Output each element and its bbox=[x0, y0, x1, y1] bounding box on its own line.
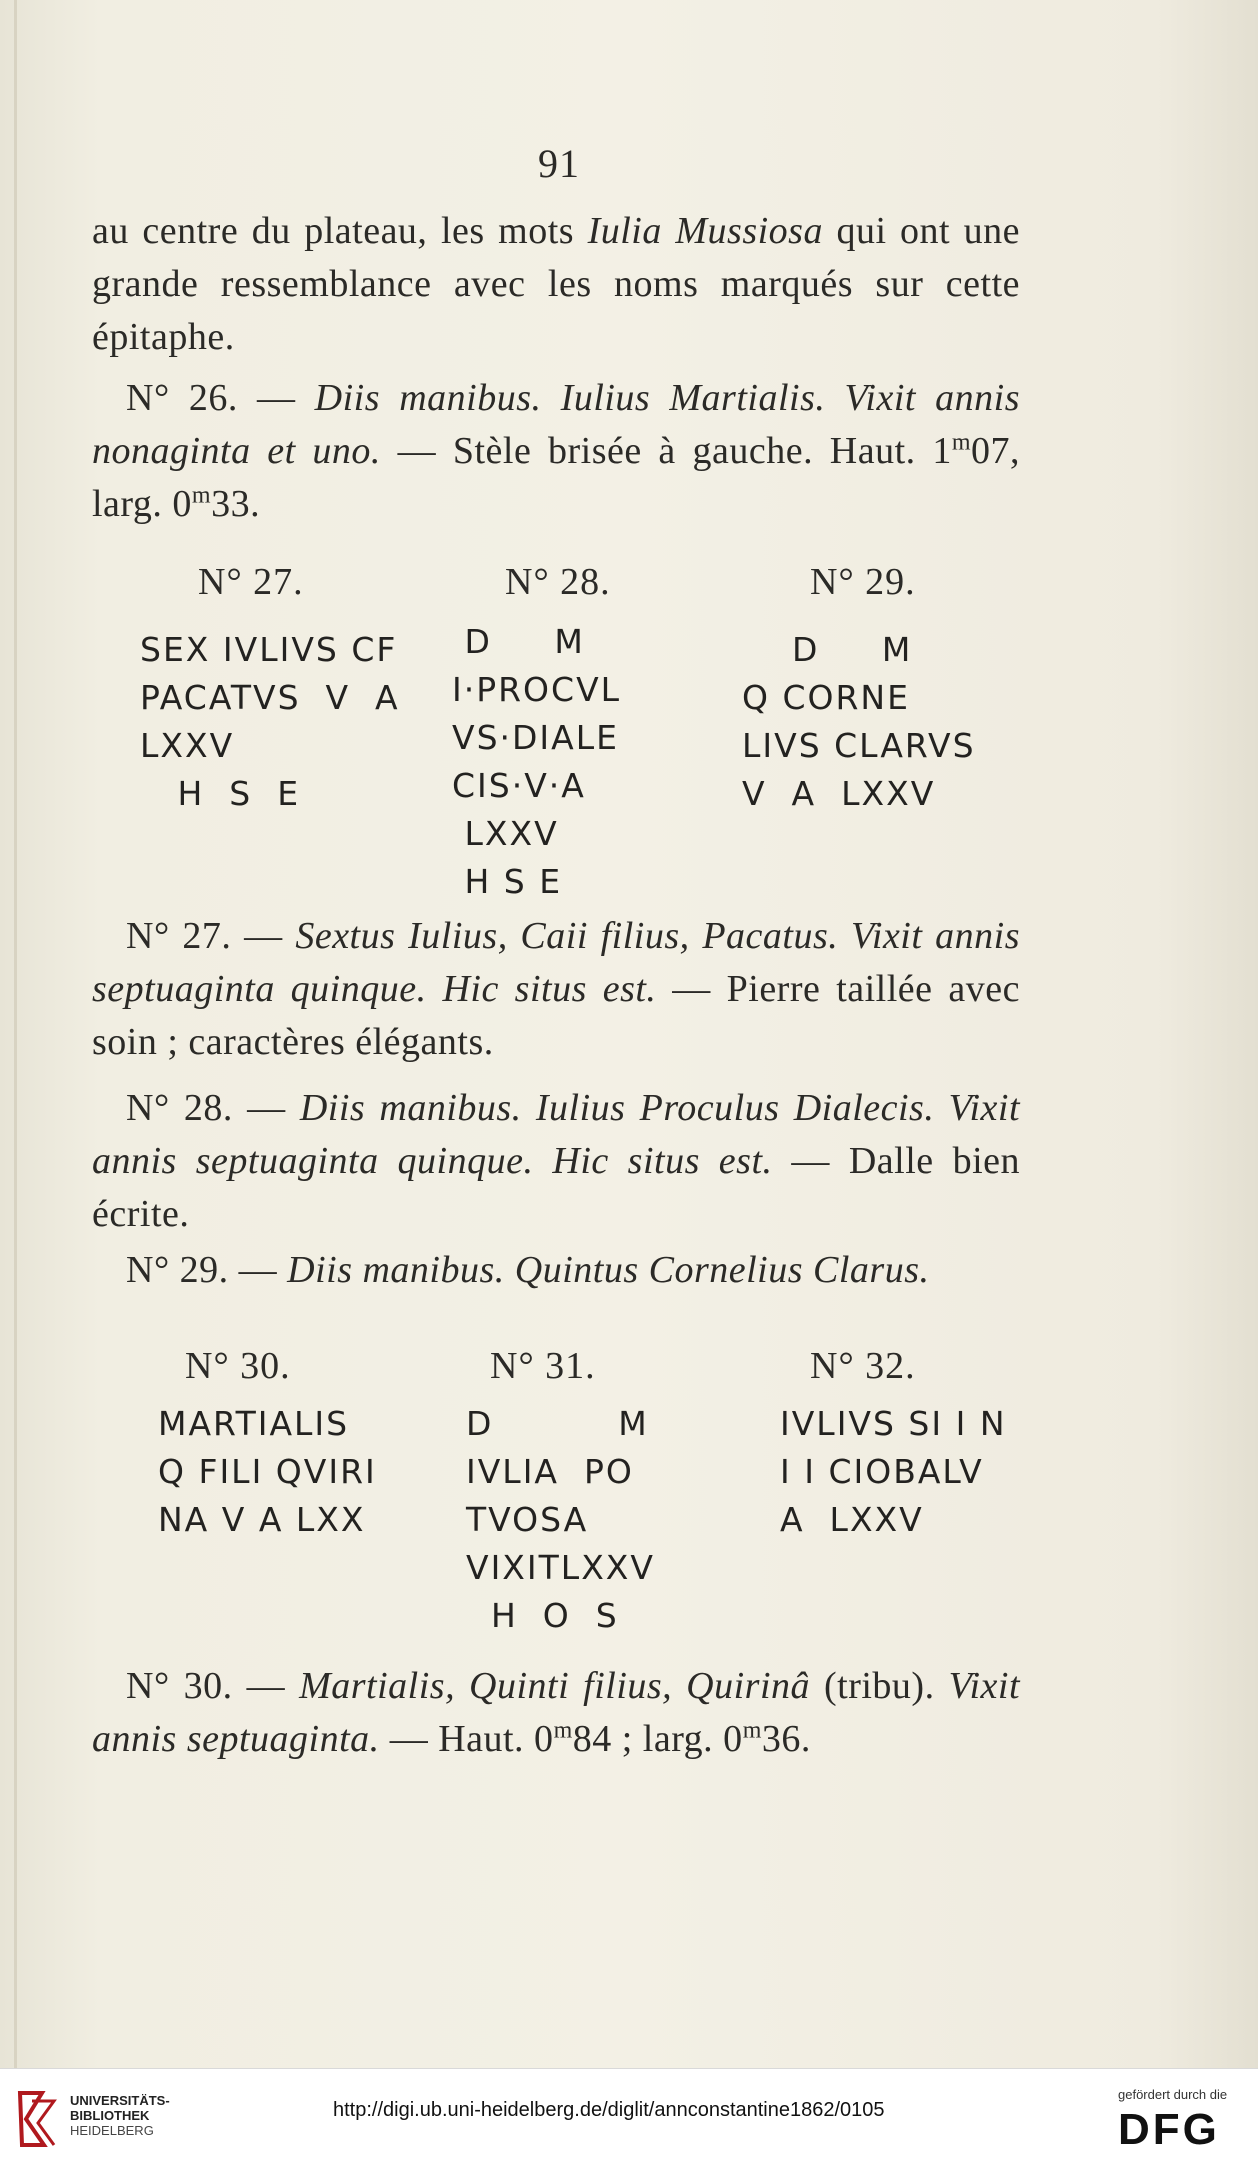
inscription-30-line: MARTIALIS bbox=[158, 1404, 350, 1443]
inscription-32-line: I I CIOBALV bbox=[780, 1452, 984, 1491]
inscription-28-line: VS·DIALE bbox=[452, 718, 619, 757]
inscription-31-line: VIXITLXXV bbox=[466, 1548, 655, 1587]
entry-29-latin: Diis manibus. Quintus Cornelius Clarus. bbox=[287, 1249, 930, 1291]
entry-30-text-c: 84 ; larg. 0 bbox=[572, 1718, 743, 1760]
entry-30-text-b: — Haut. 0 bbox=[379, 1718, 554, 1760]
source-url-link[interactable]: http://digi.ub.uni-heidelberg.de/diglit/annconstantine1862/0105 bbox=[333, 2099, 885, 2121]
entry-27-latin: Sextus Iulius, Caii filius, Pacatus. Vixit annis septuaginta quinque. Hic situs est. bbox=[92, 915, 1020, 1010]
inscription-27-heading: N° 27. bbox=[198, 561, 304, 603]
entry-27 bbox=[92, 910, 1020, 1069]
inscription-32-line: IVLIVS SI I N bbox=[780, 1404, 1007, 1443]
inscription-27-line: PACATVS V A bbox=[140, 678, 400, 717]
inscription-27 bbox=[140, 626, 400, 818]
library-logo-icon bbox=[14, 2089, 60, 2149]
inscription-31 bbox=[466, 1400, 655, 1640]
inscription-29-heading: N° 29. bbox=[810, 561, 916, 603]
entry-26-text-c: 33. bbox=[211, 483, 261, 525]
entry-30-sup-a: m bbox=[553, 1717, 573, 1744]
inscription-32-line: A LXXV bbox=[780, 1500, 924, 1539]
inscription-28-heading: N° 28. bbox=[505, 561, 611, 603]
entry-30 bbox=[92, 1660, 1020, 1766]
inscription-28-line: CIS·V·A bbox=[452, 766, 586, 805]
entry-26-text-a: — Stèle brisée à gauche. Haut. 1 bbox=[380, 430, 952, 472]
paragraph-intro-italic: Iulia Mussiosa bbox=[587, 210, 823, 252]
digitization-footer bbox=[0, 2068, 1258, 2163]
entry-28 bbox=[92, 1082, 1020, 1241]
inscription-32-heading: N° 32. bbox=[810, 1345, 916, 1387]
funded-by-label: gefördert durch die bbox=[1118, 2087, 1228, 2102]
dfg-logo: DFG bbox=[1118, 2105, 1220, 2154]
entry-26-sup-a: m bbox=[951, 429, 972, 456]
inscription-30-line: Q FILI QVIRI bbox=[158, 1452, 377, 1491]
inscription-29-line: V A LXXV bbox=[742, 774, 936, 813]
page-edge-shadow bbox=[14, 0, 17, 2068]
entry-30-text-d: 36. bbox=[761, 1718, 811, 1760]
inscription-31-heading: N° 31. bbox=[490, 1345, 596, 1387]
inscription-29 bbox=[742, 626, 976, 818]
entry-30-text-a: (tribu). bbox=[810, 1665, 949, 1707]
entry-26 bbox=[92, 372, 1020, 531]
inscription-27-line: H S E bbox=[140, 774, 301, 813]
paragraph-intro-text-a: au centre du plateau, les mots bbox=[92, 210, 588, 252]
inscription-28-line: D M bbox=[452, 622, 585, 661]
inscription-28 bbox=[452, 618, 621, 906]
entry-26-text-b: 07, larg. 0 bbox=[92, 430, 1021, 525]
inscription-31-line: H O S bbox=[466, 1596, 619, 1635]
inscription-27-line: LXXV bbox=[140, 726, 235, 765]
library-name bbox=[70, 2093, 170, 2138]
inscription-32 bbox=[780, 1400, 1007, 1544]
inscription-30-line: NA V A LXX bbox=[158, 1500, 366, 1539]
inscription-30-heading: N° 30. bbox=[185, 1345, 291, 1387]
entry-29 bbox=[92, 1244, 1020, 1297]
inscription-31-line: IVLIA PO bbox=[466, 1452, 634, 1491]
inscription-28-line: I·PROCVL bbox=[452, 670, 622, 709]
inscription-28-line: H S E bbox=[452, 862, 563, 901]
inscription-30 bbox=[158, 1400, 377, 1544]
inscription-29-line: LIVS CLARVS bbox=[742, 726, 976, 765]
page-number: 91 bbox=[538, 141, 580, 186]
entry-27-text: — Pierre taillée avec soin ; caractères élégants. bbox=[92, 968, 1020, 1063]
inscription-28-line: LXXV bbox=[452, 814, 559, 853]
entry-26-sup-b: m bbox=[191, 482, 212, 509]
entry-28-latin: Diis manibus. Iulius Proculus Dialecis. Vixit annis septuaginta quinque. Hic situs est. bbox=[92, 1087, 1020, 1182]
entry-26-latin: Diis manibus. Iulius Martialis. Vixit annis nonaginta et uno. bbox=[92, 377, 1020, 472]
entry-30-sup-b: m bbox=[742, 1717, 762, 1744]
entry-30-latin-b: Vixit annis septuaginta. bbox=[92, 1665, 1021, 1760]
entry-30-number: N° 30. — bbox=[126, 1665, 300, 1707]
paragraph-intro bbox=[92, 205, 1020, 364]
library-name-line3: HEIDELBERG bbox=[70, 2123, 154, 2138]
entry-29-number: N° 29. — bbox=[126, 1249, 288, 1291]
inscription-27-line: SEX IVLIVS CF bbox=[140, 630, 398, 669]
library-name-line1: UNIVERSITÄTS- bbox=[70, 2093, 170, 2108]
inscription-29-line: Q CORNE bbox=[742, 678, 910, 717]
entry-27-number: N° 27. — bbox=[126, 915, 296, 957]
inscription-31-line: TVOSA bbox=[466, 1500, 589, 1539]
inscription-31-line: D M bbox=[466, 1404, 649, 1443]
entry-28-number: N° 28. — bbox=[126, 1087, 300, 1129]
entry-28-text: — Dalle bien écrite. bbox=[92, 1140, 1020, 1235]
inscription-29-line: D M bbox=[742, 630, 913, 669]
library-name-line2: BIBLIOTHEK bbox=[70, 2108, 150, 2123]
entry-30-latin-a: Martialis, Quinti filius, Quirinâ bbox=[299, 1665, 811, 1707]
entry-26-number: N° 26. — bbox=[126, 377, 315, 419]
paragraph-intro-text-b: qui ont une grande ressemblance avec les noms marqués sur cette épitaphe. bbox=[92, 210, 1020, 358]
